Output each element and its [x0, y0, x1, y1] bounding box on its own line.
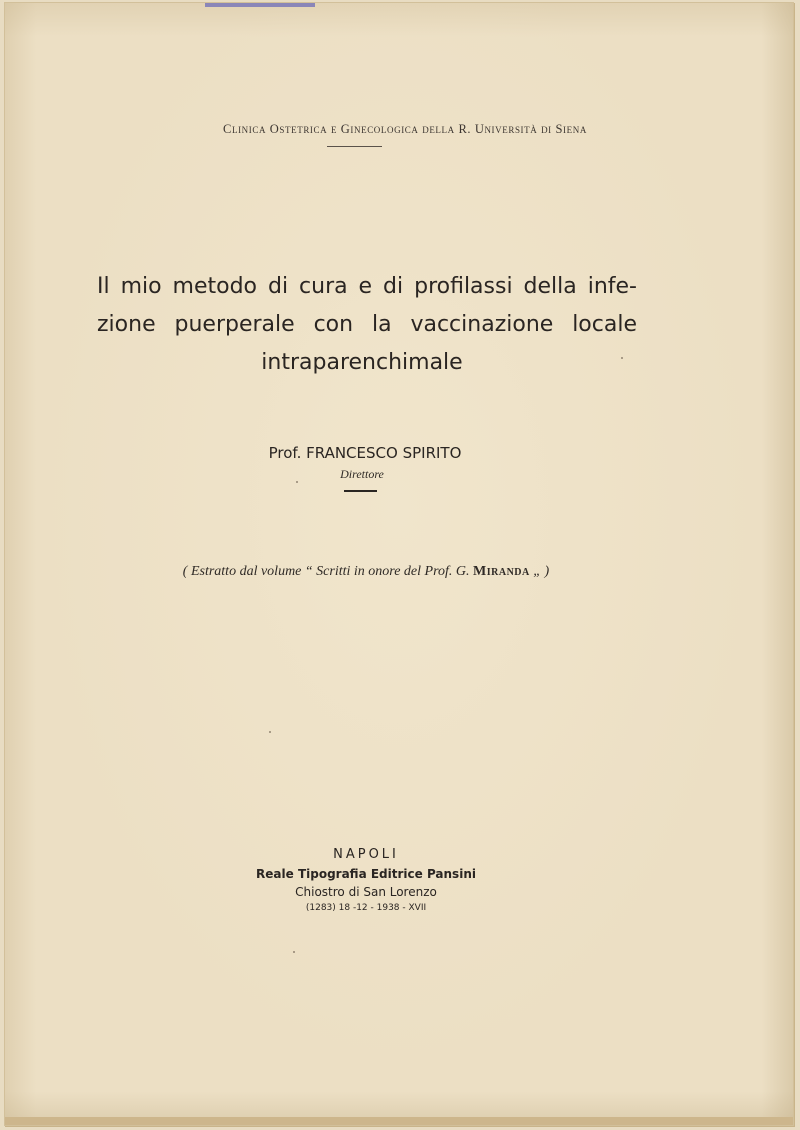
title-line-2: zione puerperale con la vaccinazione locale	[97, 312, 637, 337]
extract-prefix: ( Estratto dal volume “ Scritti in onore del Prof. G.	[182, 564, 474, 579]
paper-speck	[296, 481, 298, 483]
author-name: Prof. FRANCESCO SPIRITO	[268, 444, 462, 462]
paper-speck	[293, 951, 295, 953]
imprint-printer: Reale Tipografia Editrice Pansini	[256, 867, 476, 881]
bottom-paper-edge	[5, 1117, 793, 1125]
paper-speck	[269, 731, 271, 733]
header-divider	[327, 146, 382, 147]
institution-header: Clinica Ostetrica e Ginecologica della R. Università di Siena	[223, 122, 587, 136]
extract-note	[5, 564, 727, 580]
author-role: Direttore	[340, 467, 384, 481]
paper-speck	[621, 357, 623, 359]
extract-suffix: „ )	[529, 564, 550, 579]
extract-honoree: Miranda	[473, 564, 530, 579]
document-page	[4, 2, 794, 1126]
document-title	[97, 268, 637, 382]
imprint-address: Chiostro di San Lorenzo	[295, 885, 437, 899]
author-divider	[344, 490, 377, 492]
title-line-1: Il mio metodo di cura e di profilassi della infe-	[97, 274, 637, 299]
stamp-mark	[205, 3, 315, 7]
title-line-3: intraparenchimale	[261, 350, 463, 375]
imprint-city: NAPOLI	[333, 847, 399, 862]
top-edge-fragment	[5, 3, 335, 13]
imprint-date: (1283) 18 -12 - 1938 - XVII	[305, 903, 427, 913]
